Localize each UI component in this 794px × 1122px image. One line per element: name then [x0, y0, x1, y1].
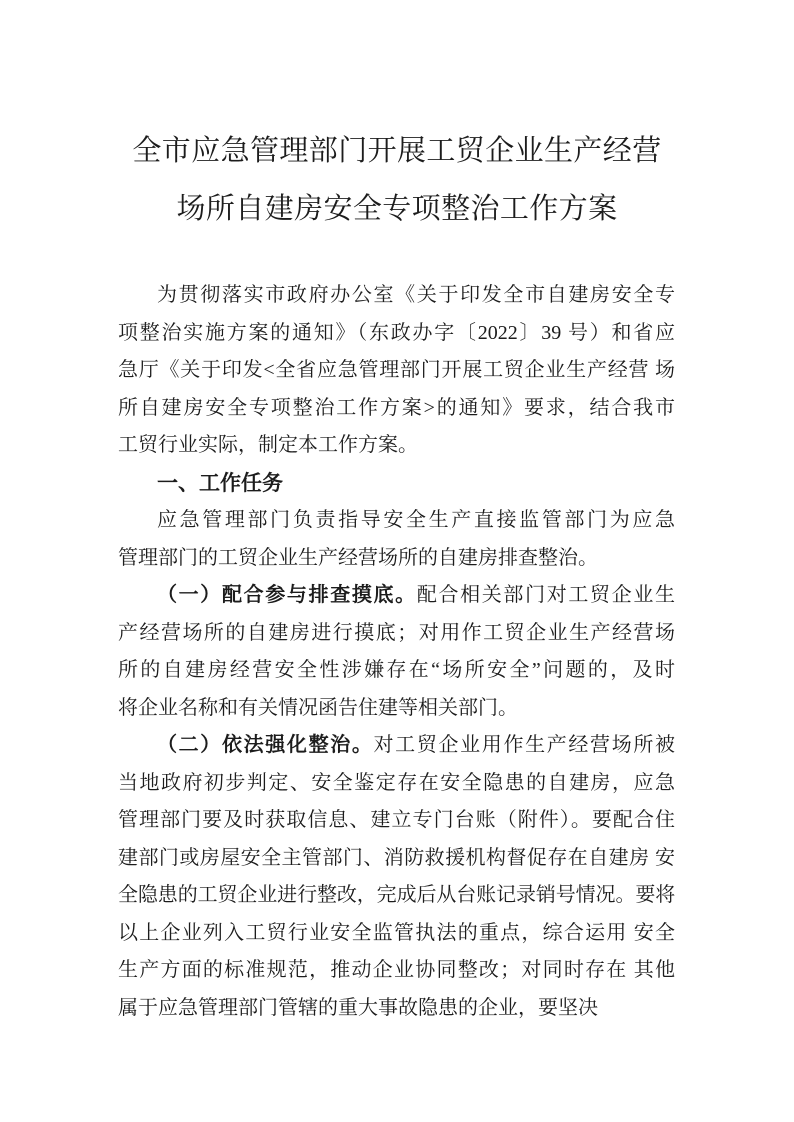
- item2-line: 生产方面的标准规范，推动企业协同整改；对同时存在 其他: [118, 959, 675, 981]
- section-heading: 一、工作任务: [157, 471, 283, 495]
- item2-lead: （二）依法强化整治。: [157, 734, 374, 756]
- document-body: [118, 277, 675, 1027]
- item2-line: 全隐患的工贸企业进行整改，完成后从台账记录销号情况。要将: [118, 884, 675, 906]
- item2-first-line-rest: 对工贸企业用作生产经营场所被: [373, 734, 676, 756]
- intro-line: 工贸行业实际，制定本工作方案。: [118, 434, 418, 456]
- item2-line: 管理部门要及时获取信息、建立专门台账（附件）。要配合住: [118, 809, 675, 831]
- intro-line: 为贯彻落实市政府办公室《关于印发全市自建房安全专: [157, 284, 675, 306]
- document-title-line-1: 全市应急管理部门开展工贸企业生产经营: [132, 135, 662, 167]
- item2-line: 建部门或房屋安全主管部门、消防救援机构督促存在自建房 安: [118, 846, 675, 869]
- item1-line: 产经营场所的自建房进行摸底；对用作工贸企业生产经营场: [118, 621, 675, 644]
- document-title-line-2: 场所自建房安全专项整治工作方案: [176, 193, 618, 225]
- item2-line: 以上企业列入工贸行业安全监管执法的重点，综合运用 安全: [118, 921, 675, 944]
- intro-line: 项整治实施方案的通知》（东政办字〔2022〕39 号）和省应: [118, 321, 675, 344]
- item1-first-line-rest: 配合相关部门对工贸企业生: [416, 584, 676, 606]
- item2-line: 当地政府初步判定、安全鉴定存在安全隐患的自建房，应急: [118, 771, 675, 794]
- section-paragraph-line: 应急管理部门负责指导安全生产直接监管部门为应急: [157, 509, 675, 531]
- item1-lead: （一）配合参与排查摸底。: [157, 584, 417, 606]
- item2-first-line: [118, 727, 675, 765]
- item2-line: 属于应急管理部门管辖的重大事故隐患的企业，要坚决: [118, 996, 598, 1019]
- section-paragraph-line: 管理部门的工贸企业生产经营场所的自建房排查整治。: [118, 546, 598, 569]
- intro-line: 急厅《关于印发<全省应急管理部门开展工贸企业生产经营 场: [118, 359, 675, 381]
- document-title: [0, 122, 794, 238]
- intro-line: 所自建房安全专项整治工作方案>的通知》要求，结合我市: [118, 396, 675, 419]
- item1-first-line: [118, 577, 675, 615]
- item1-line: 所的自建房经营安全性涉嫌存在“场所安全”问题的，及时: [118, 659, 675, 681]
- item1-line: 将企业名称和有关情况函告住建等相关部门。: [118, 696, 518, 719]
